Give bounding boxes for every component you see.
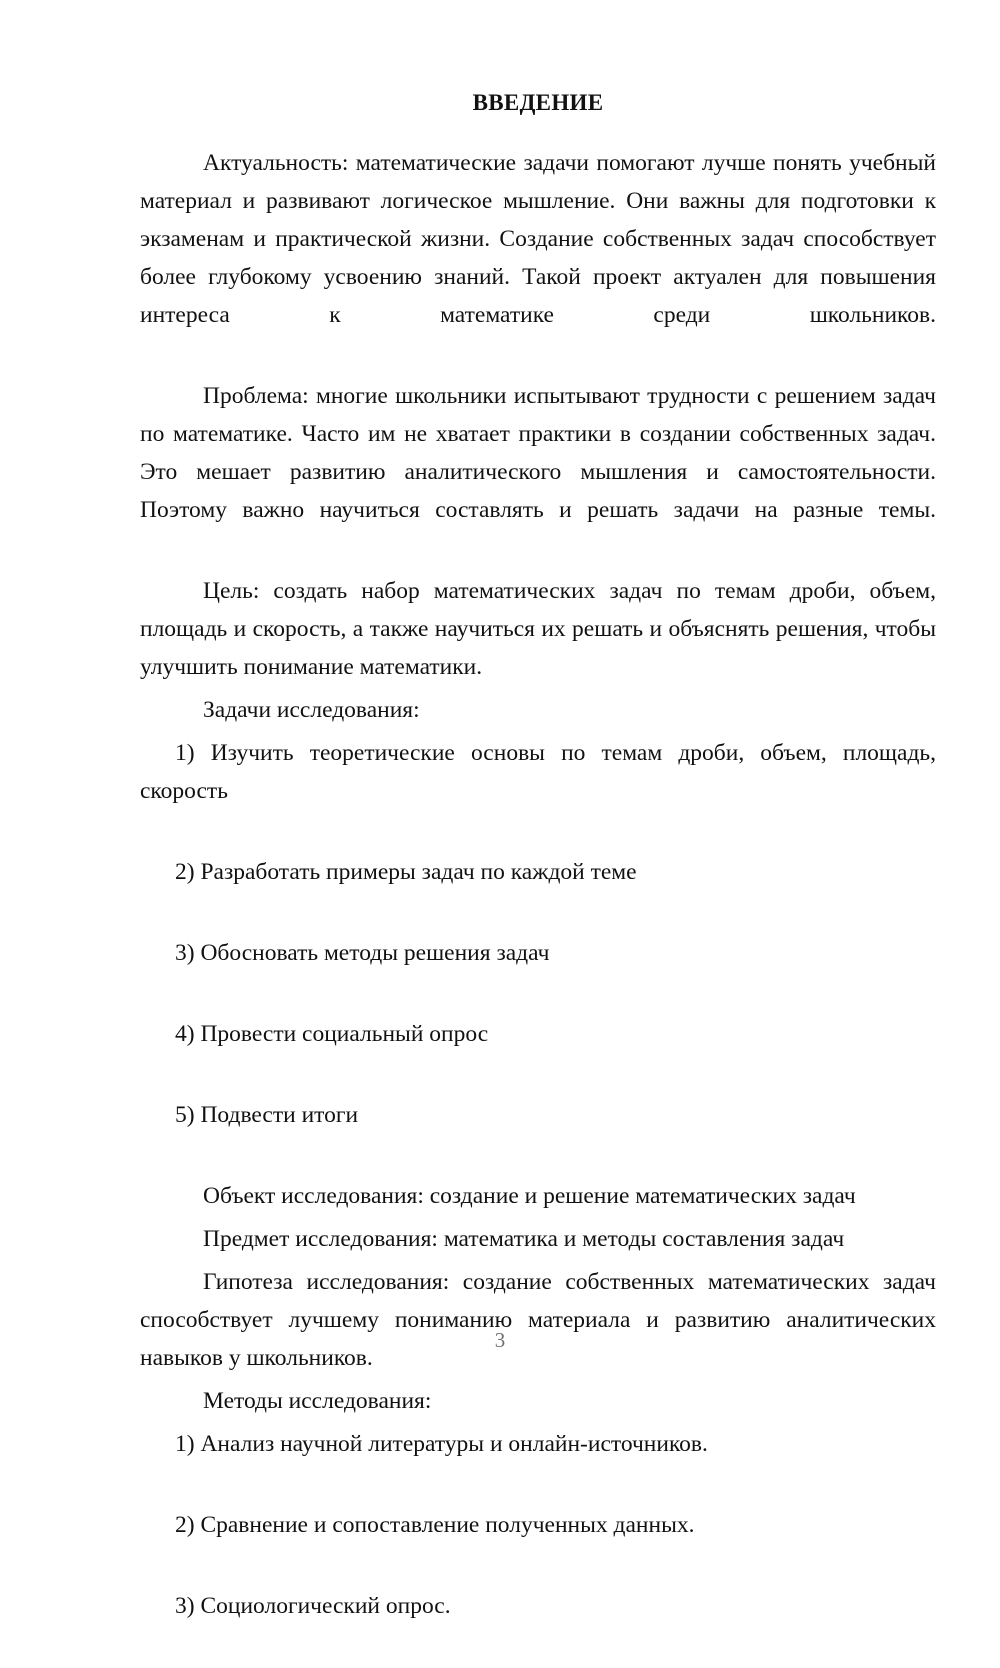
task-item-2: 2) Разработать примеры задач по каждой теме	[175, 859, 637, 885]
method-item-3: 3) Социологический опрос.	[175, 1593, 451, 1619]
page-title: ВВЕДЕНИЕ	[472, 90, 604, 115]
document-content	[140, 84, 936, 1668]
page-number: 3	[494, 1328, 506, 1352]
paragraph-goal: Цель: создать набор математических задач по темам дроби, объем, площадь и скорость, а также научиться их решать и объяснять решения, чтобы улучшить понимание математики.	[140, 578, 936, 680]
methods-heading: Методы исследования:	[203, 1388, 432, 1414]
subject-of-research-line: Предмет исследования: математика и методы составления задач	[203, 1226, 845, 1252]
paragraph-hypothesis: Гипотеза исследования: создание собственных математических задач способствует лучшему пониманию материала и развитию аналитических навыков у школьников.	[140, 1269, 936, 1371]
paragraph-problem: Проблема: многие школьники испытывают трудности с решением задач по математике. Часто им не хватает практики в создании собственных задач. Это мешает развитию аналитического мышления и самостоятельности. Поэтому важно научиться составлять и решать задачи на разные темы.	[140, 383, 936, 523]
task-item-1: 1) Изучить теоретические основы по темам дроби, объем, площадь, скорость	[140, 740, 936, 804]
method-item-2: 2) Сравнение и сопоставление полученных данных.	[175, 1512, 695, 1538]
task-item-5: 5) Подвести итоги	[175, 1102, 359, 1128]
object-of-research-line: Объект исследования: создание и решение математических задач	[203, 1183, 856, 1209]
tasks-heading: Задачи исследования:	[203, 697, 420, 723]
method-item-1: 1) Анализ научной литературы и онлайн-источников.	[175, 1431, 708, 1457]
paragraph-relevance: Актуальность: математические задачи помогают лучше понять учебный материал и развивают логическое мышление. Они важны для подготовки к экзаменам и практической жизни. Создание собственных задач способствует более глубокому усвоению знаний. Такой проект актуален для повышения интереса к математике среди школьников.	[140, 150, 936, 328]
task-item-3: 3) Обосновать методы решения задач	[175, 940, 550, 966]
task-item-4: 4) Провести социальный опрос	[175, 1021, 489, 1047]
